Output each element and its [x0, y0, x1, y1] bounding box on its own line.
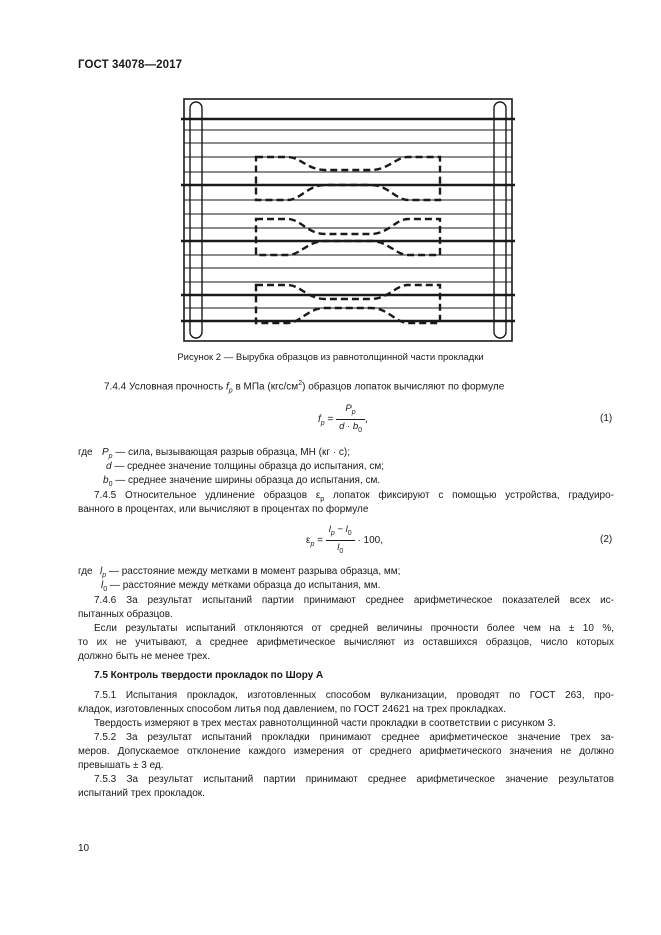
section-7-5-title: 7.5 Контроль твердости прокладок по Шору А [94, 670, 324, 681]
figure-caption: Рисунок 2 — Вырубка образцов из равнотолщинной части прокладки [177, 352, 484, 363]
paragraph-7-5-2-line-2: меров. Допускаемое отклонение каждого измерения от среднего арифметического значения не должно [78, 746, 614, 757]
left-slot [190, 102, 202, 338]
where-item-break-distance: $l_p$ — расстояние между метками в момент разрыва образца, мм; [100, 566, 401, 579]
paragraph-7-4-6-line-3: Если результаты испытаний отклоняются от средней величины прочности более чем на ± 10 %, [94, 623, 614, 634]
where-item-width: $b_0$ — среднее значение ширины образца до испытания, см. [103, 475, 381, 488]
paragraph-7-5-3-line-1: 7.5.3 За результат испытаний партии принимают среднее арифметическое значение результатов [94, 774, 614, 785]
paragraph-7-4-6-line-4: то их не учитывают, а среднее арифметическое вычисляют из оставшихся образцов, число которых [78, 637, 614, 648]
thick-lines [181, 119, 515, 321]
gasket-outline [184, 99, 512, 341]
paragraph-7-4-4: 7.4.4 Условная прочность $f_p$ в МПа $(кгс/см^2)$ образцов лопаток вычисляют по формуле [104, 380, 505, 395]
formula-1: $f_p$ = $\frac{P_p}{d \cdot b_0}$ , [318, 403, 368, 434]
paragraph-7-4-5-line-1: 7.4.5 Относительное удлинение образцов $\varepsilon_p$ лопаток фиксируют с помощью устройства, градуиро- [94, 490, 615, 503]
paragraph-7-4-6-line-2: пытанных образцов. [78, 609, 173, 620]
paragraph-7-5-2-line-1: 7.5.2 За результат испытаний прокладки принимают среднее арифметическое значение трех за- [94, 732, 614, 743]
where-item-thickness: d — среднее значение толщины образца до испытания, см; [106, 461, 384, 472]
equation-number-2: (2) [600, 534, 613, 545]
gasket-cutting-diagram [178, 96, 518, 346]
paragraph-7-5-1-line-2: кладок, изготовленных способом литья под давлением, по ГОСТ 24621 на трех прокладках. [78, 704, 507, 715]
where-intro-2: где [78, 566, 93, 577]
page-header-title: ГОСТ 34078—2017 [78, 59, 183, 71]
specimen-3 [256, 285, 440, 323]
paragraph-7-5-2-line-3: превышать ± 3 ед. [78, 760, 164, 771]
where-item-initial-distance: $l_0$ — расстояние между метками образца до испытания, мм. [101, 580, 381, 593]
formula-2: $\varepsilon_p$ = $\frac{l_p - l_0}{l_0}$ · 100, [306, 524, 384, 555]
where-item-force: $P_p$ — сила, вызывающая разрыв образца, МН (кг · с); [102, 447, 351, 460]
equation-number-1: (1) [600, 413, 613, 424]
figure-2 [178, 96, 518, 351]
where-intro-1: где [78, 447, 93, 458]
specimen-1 [256, 157, 440, 200]
paragraph-7-4-6-line-1: 7.4.6 За результат испытаний партии принимают среднее арифметическое показателей всех ис- [94, 595, 614, 606]
thin-lines [184, 130, 512, 308]
paragraph-7-5-1-line-1: 7.5.1 Испытания прокладок, изготовленных способом вулканизации, проводят по ГОСТ 263, про- [94, 690, 614, 701]
paragraph-7-5-1-line-3: Твердость измеряют в трех местах равнотолщинной части прокладки в соответствии с рисунком 3. [94, 718, 556, 729]
paragraph-7-4-6-line-5: должно быть не менее трех. [78, 651, 211, 662]
page-number: 10 [78, 843, 90, 854]
paragraph-7-4-5-line-2: ванного в процентах, или вычисляют в процентах по формуле [78, 504, 369, 515]
specimen-2 [256, 219, 440, 255]
right-slot [494, 102, 506, 338]
paragraph-7-5-3-line-2: испытаний трех прокладок. [78, 788, 205, 799]
